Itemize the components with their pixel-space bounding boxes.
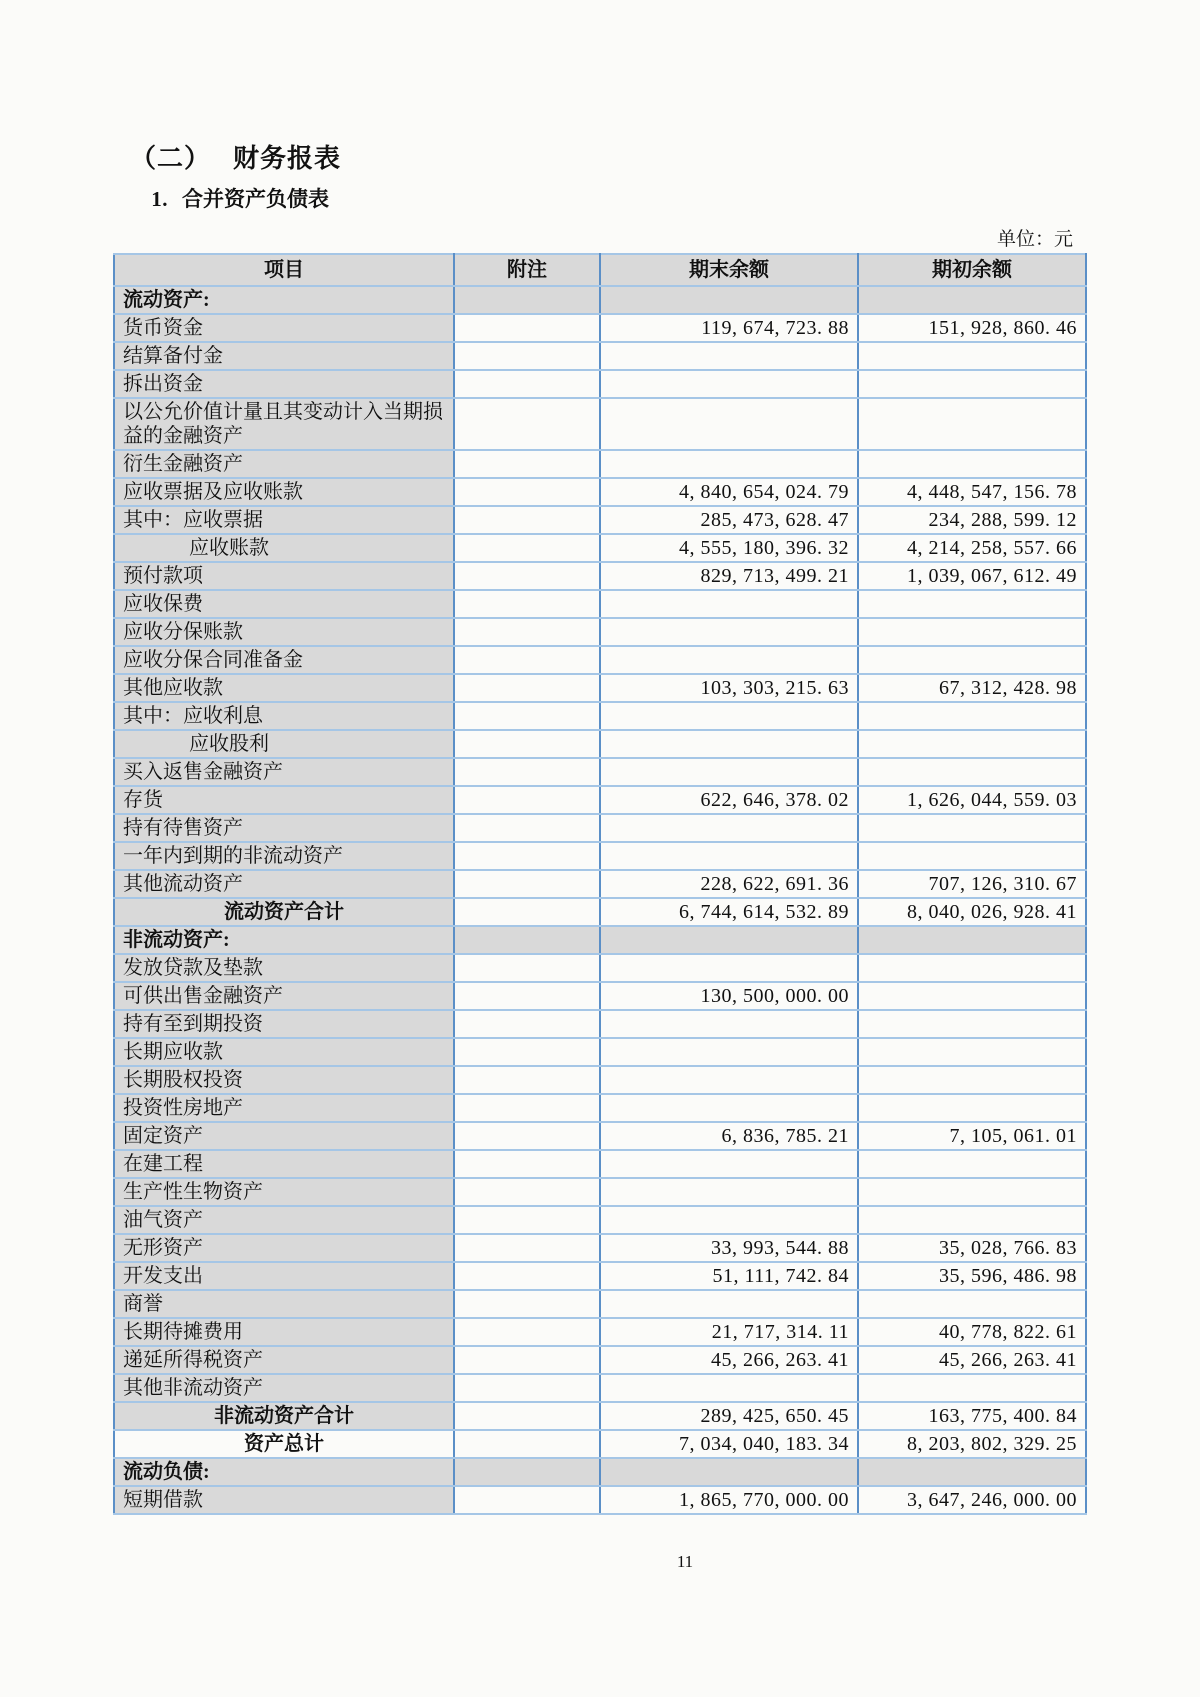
ending-balance-cell [600, 342, 858, 370]
beginning-balance-cell: 35, 028, 766. 83 [858, 1234, 1086, 1262]
ending-balance-cell [600, 590, 858, 618]
note-cell [454, 1066, 600, 1094]
ending-balance-cell [600, 646, 858, 674]
ending-balance-cell: 228, 622, 691. 36 [600, 870, 858, 898]
note-cell [454, 1290, 600, 1318]
table-row [114, 506, 1086, 534]
note-cell [454, 842, 600, 870]
item-label-cell: 油气资产 [114, 1206, 454, 1234]
table-row [114, 1122, 1086, 1150]
table-row [114, 370, 1086, 398]
ending-balance-cell [600, 842, 858, 870]
ending-balance-cell: 1, 865, 770, 000. 00 [600, 1486, 858, 1514]
item-label-cell: 买入返售金融资产 [114, 758, 454, 786]
ending-balance-cell [600, 618, 858, 646]
ending-balance-cell [600, 398, 858, 450]
beginning-balance-cell [858, 814, 1086, 842]
item-label-cell: 应收保费 [114, 590, 454, 618]
note-cell [454, 370, 600, 398]
table-row [114, 842, 1086, 870]
table-row [114, 954, 1086, 982]
ending-balance-cell: 119, 674, 723. 88 [600, 314, 858, 342]
item-label-cell: 长期股权投资 [114, 1066, 454, 1094]
beginning-balance-cell [858, 1038, 1086, 1066]
table-row [114, 814, 1086, 842]
beginning-balance-cell: 1, 626, 044, 559. 03 [858, 786, 1086, 814]
ending-balance-cell: 829, 713, 499. 21 [600, 562, 858, 590]
table-row [114, 870, 1086, 898]
beginning-balance-cell: 3, 647, 246, 000. 00 [858, 1486, 1086, 1514]
note-cell [454, 534, 600, 562]
item-label-cell: 递延所得税资产 [114, 1346, 454, 1374]
header-beginning-balance: 期初余额 [858, 254, 1086, 286]
header-note: 附注 [454, 254, 600, 286]
ending-balance-cell [600, 286, 858, 314]
item-label-cell: 持有至到期投资 [114, 1010, 454, 1038]
item-label-cell: 非流动资产: [114, 926, 454, 954]
item-label-cell: 资产总计 [114, 1430, 454, 1458]
note-cell [454, 646, 600, 674]
beginning-balance-cell: 35, 596, 486. 98 [858, 1262, 1086, 1290]
item-label-cell: 固定资产 [114, 1122, 454, 1150]
ending-balance-cell [600, 450, 858, 478]
note-cell [454, 674, 600, 702]
table-row [114, 314, 1086, 342]
note-cell [454, 314, 600, 342]
note-cell [454, 1402, 600, 1430]
table-row [114, 730, 1086, 758]
ending-balance-cell [600, 702, 858, 730]
table-row [114, 786, 1086, 814]
ending-balance-cell: 6, 744, 614, 532. 89 [600, 898, 858, 926]
beginning-balance-cell [858, 702, 1086, 730]
ending-balance-cell [600, 1290, 858, 1318]
item-label-cell: 衍生金融资产 [114, 450, 454, 478]
note-cell [454, 398, 600, 450]
ending-balance-cell [600, 954, 858, 982]
ending-balance-cell [600, 1206, 858, 1234]
ending-balance-cell: 289, 425, 650. 45 [600, 1402, 858, 1430]
ending-balance-cell: 7, 034, 040, 183. 34 [600, 1430, 858, 1458]
note-cell [454, 1150, 600, 1178]
item-label-cell: 其中：应收票据 [114, 506, 454, 534]
item-label-cell: 拆出资金 [114, 370, 454, 398]
note-cell [454, 1122, 600, 1150]
table-row [114, 1206, 1086, 1234]
table-row [114, 1178, 1086, 1206]
beginning-balance-cell [858, 1150, 1086, 1178]
beginning-balance-cell: 67, 312, 428. 98 [858, 674, 1086, 702]
beginning-balance-cell: 8, 203, 802, 329. 25 [858, 1430, 1086, 1458]
page-number: 11 [676, 1552, 694, 1571]
item-label-cell: 无形资产 [114, 1234, 454, 1262]
beginning-balance-cell: 707, 126, 310. 67 [858, 870, 1086, 898]
table-row [114, 1010, 1086, 1038]
subsection-title-text: 合并资产负债表 [182, 187, 329, 211]
table-row [114, 1150, 1086, 1178]
table-row [114, 1094, 1086, 1122]
note-cell [454, 618, 600, 646]
ending-balance-cell [600, 1038, 858, 1066]
note-cell [454, 870, 600, 898]
section-title [130, 138, 341, 175]
table-row [114, 982, 1086, 1010]
subsection-number: 1. [151, 187, 168, 211]
beginning-balance-cell [858, 450, 1086, 478]
section-title-text: 财务报表 [233, 144, 342, 173]
beginning-balance-cell [858, 1010, 1086, 1038]
item-label-cell: 发放贷款及垫款 [114, 954, 454, 982]
note-cell [454, 450, 600, 478]
ending-balance-cell [600, 814, 858, 842]
beginning-balance-cell [858, 286, 1086, 314]
item-label-cell: 其他流动资产 [114, 870, 454, 898]
table-row [114, 534, 1086, 562]
beginning-balance-cell: 4, 214, 258, 557. 66 [858, 534, 1086, 562]
table-row [114, 926, 1086, 954]
beginning-balance-cell [858, 1206, 1086, 1234]
note-cell [454, 590, 600, 618]
table-row [114, 618, 1086, 646]
beginning-balance-cell [858, 646, 1086, 674]
note-cell [454, 814, 600, 842]
beginning-balance-cell [858, 926, 1086, 954]
beginning-balance-cell [858, 1094, 1086, 1122]
beginning-balance-cell [858, 758, 1086, 786]
table-row [114, 646, 1086, 674]
note-cell [454, 1094, 600, 1122]
item-label-cell: 在建工程 [114, 1150, 454, 1178]
subsection-title [113, 183, 329, 213]
note-cell [454, 286, 600, 314]
item-label-cell: 存货 [114, 786, 454, 814]
item-label-cell: 以公允价值计量且其变动计入当期损益的金融资产 [114, 398, 454, 450]
ending-balance-cell [600, 1094, 858, 1122]
beginning-balance-cell: 4, 448, 547, 156. 78 [858, 478, 1086, 506]
beginning-balance-cell [858, 398, 1086, 450]
table-row [114, 450, 1086, 478]
beginning-balance-cell [858, 1178, 1086, 1206]
note-cell [454, 1374, 600, 1402]
note-cell [454, 702, 600, 730]
ending-balance-cell: 622, 646, 378. 02 [600, 786, 858, 814]
item-label-cell: 可供出售金融资产 [114, 982, 454, 1010]
beginning-balance-cell [858, 982, 1086, 1010]
note-cell [454, 982, 600, 1010]
table-header [114, 254, 1086, 286]
balance-sheet-body [114, 286, 1086, 1514]
table-row [114, 1290, 1086, 1318]
note-cell [454, 1178, 600, 1206]
ending-balance-cell [600, 1178, 858, 1206]
item-label-cell: 货币资金 [114, 314, 454, 342]
note-cell [454, 758, 600, 786]
ending-balance-cell: 4, 840, 654, 024. 79 [600, 478, 858, 506]
note-cell [454, 898, 600, 926]
note-cell [454, 1206, 600, 1234]
item-label-cell: 预付款项 [114, 562, 454, 590]
item-label-cell: 商誉 [114, 1290, 454, 1318]
ending-balance-cell: 33, 993, 544. 88 [600, 1234, 858, 1262]
table-row [114, 674, 1086, 702]
item-label-cell: 短期借款 [114, 1486, 454, 1514]
item-label-cell: 应收股利 [114, 730, 454, 758]
table-row [114, 758, 1086, 786]
item-label-cell: 长期应收款 [114, 1038, 454, 1066]
table-row [114, 562, 1086, 590]
note-cell [454, 1458, 600, 1486]
item-label-cell: 非流动资产合计 [114, 1402, 454, 1430]
ending-balance-cell [600, 1458, 858, 1486]
section-number: （二） [130, 144, 212, 173]
ending-balance-cell [600, 730, 858, 758]
item-label-cell: 投资性房地产 [114, 1094, 454, 1122]
ending-balance-cell [600, 1374, 858, 1402]
note-cell [454, 1430, 600, 1458]
beginning-balance-cell [858, 618, 1086, 646]
table-row [114, 590, 1086, 618]
table-row [114, 1262, 1086, 1290]
unit-label: 单位：元 [996, 229, 1073, 250]
item-label-cell: 应收账款 [114, 534, 454, 562]
item-label-cell: 应收分保合同准备金 [114, 646, 454, 674]
note-cell [454, 1318, 600, 1346]
table-row [114, 1234, 1086, 1262]
ending-balance-cell: 4, 555, 180, 396. 32 [600, 534, 858, 562]
ending-balance-cell [600, 1010, 858, 1038]
note-cell [454, 1486, 600, 1514]
table-row [114, 702, 1086, 730]
ending-balance-cell [600, 758, 858, 786]
table-row [114, 1458, 1086, 1486]
note-cell [454, 1346, 600, 1374]
note-cell [454, 342, 600, 370]
ending-balance-cell [600, 1066, 858, 1094]
note-cell [454, 730, 600, 758]
beginning-balance-cell: 151, 928, 860. 46 [858, 314, 1086, 342]
beginning-balance-cell [858, 842, 1086, 870]
item-label-cell: 一年内到期的非流动资产 [114, 842, 454, 870]
beginning-balance-cell: 163, 775, 400. 84 [858, 1402, 1086, 1430]
note-cell [454, 954, 600, 982]
note-cell [454, 926, 600, 954]
note-cell [454, 1010, 600, 1038]
ending-balance-cell: 45, 266, 263. 41 [600, 1346, 858, 1374]
beginning-balance-cell: 8, 040, 026, 928. 41 [858, 898, 1086, 926]
beginning-balance-cell: 45, 266, 263. 41 [858, 1346, 1086, 1374]
item-label-cell: 其他应收款 [114, 674, 454, 702]
beginning-balance-cell: 1, 039, 067, 612. 49 [858, 562, 1086, 590]
item-label-cell: 流动资产: [114, 286, 454, 314]
note-cell [454, 562, 600, 590]
beginning-balance-cell: 234, 288, 599. 12 [858, 506, 1086, 534]
beginning-balance-cell [858, 370, 1086, 398]
table-row [114, 398, 1086, 450]
item-label-cell: 生产性生物资产 [114, 1178, 454, 1206]
note-cell [454, 478, 600, 506]
item-label-cell: 应收票据及应收账款 [114, 478, 454, 506]
header-ending-balance: 期末余额 [600, 254, 858, 286]
note-cell [454, 786, 600, 814]
table-row [114, 1066, 1086, 1094]
table-row [114, 1402, 1086, 1430]
beginning-balance-cell [858, 1458, 1086, 1486]
ending-balance-cell: 103, 303, 215. 63 [600, 674, 858, 702]
note-cell [454, 1262, 600, 1290]
beginning-balance-cell [858, 1374, 1086, 1402]
ending-balance-cell [600, 926, 858, 954]
table-row [114, 1430, 1086, 1458]
ending-balance-cell: 130, 500, 000. 00 [600, 982, 858, 1010]
item-label-cell: 长期待摊费用 [114, 1318, 454, 1346]
table-row [114, 342, 1086, 370]
beginning-balance-cell [858, 590, 1086, 618]
beginning-balance-cell: 40, 778, 822. 61 [858, 1318, 1086, 1346]
header-item: 项目 [114, 254, 454, 286]
ending-balance-cell [600, 370, 858, 398]
header-row [114, 254, 1086, 286]
table-row [114, 1486, 1086, 1514]
ending-balance-cell: 51, 111, 742. 84 [600, 1262, 858, 1290]
item-label-cell: 流动负债: [114, 1458, 454, 1486]
ending-balance-cell: 6, 836, 785. 21 [600, 1122, 858, 1150]
item-label-cell: 结算备付金 [114, 342, 454, 370]
note-cell [454, 506, 600, 534]
ending-balance-cell [600, 1150, 858, 1178]
balance-sheet-table [113, 253, 1087, 1515]
note-cell [454, 1234, 600, 1262]
beginning-balance-cell [858, 1066, 1086, 1094]
table-row [114, 1346, 1086, 1374]
beginning-balance-cell [858, 954, 1086, 982]
item-label-cell: 流动资产合计 [114, 898, 454, 926]
table-row [114, 286, 1086, 314]
item-label-cell: 其他非流动资产 [114, 1374, 454, 1402]
table-row [114, 478, 1086, 506]
table-row [114, 1318, 1086, 1346]
beginning-balance-cell [858, 1290, 1086, 1318]
item-label-cell: 其中：应收利息 [114, 702, 454, 730]
table-row [114, 1038, 1086, 1066]
table-row [114, 898, 1086, 926]
item-label-cell: 持有待售资产 [114, 814, 454, 842]
beginning-balance-cell [858, 342, 1086, 370]
beginning-balance-cell: 7, 105, 061. 01 [858, 1122, 1086, 1150]
item-label-cell: 应收分保账款 [114, 618, 454, 646]
item-label-cell: 开发支出 [114, 1262, 454, 1290]
ending-balance-cell: 285, 473, 628. 47 [600, 506, 858, 534]
note-cell [454, 1038, 600, 1066]
beginning-balance-cell [858, 730, 1086, 758]
table-row [114, 1374, 1086, 1402]
ending-balance-cell: 21, 717, 314. 11 [600, 1318, 858, 1346]
